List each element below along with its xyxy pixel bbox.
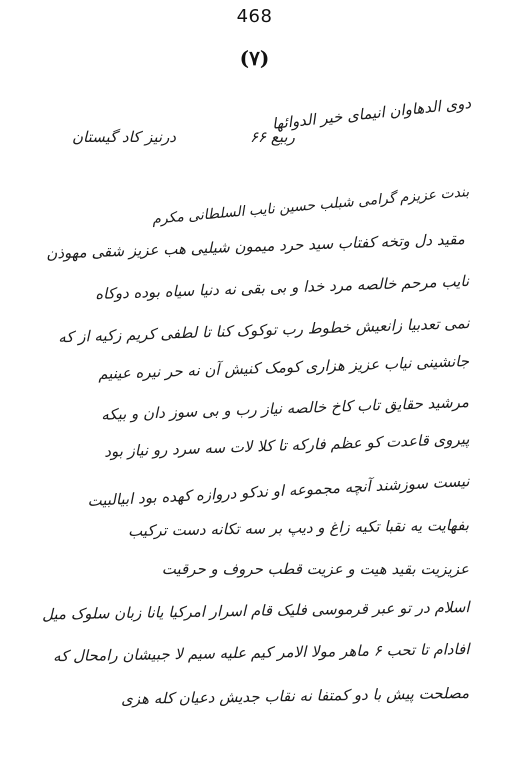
body-line: افادام تا تحب ۶ ماهر مولا الامر کیم علیه سیم لا جبیشان رامحال که <box>52 640 470 666</box>
body-line: اسلام در تو عبر قرموسی فلیک قام اسرار امرکیا یانا زبان سلوک میل <box>41 598 470 624</box>
body-line: مقید دل وتخه کفتاب سید حرد میمون شیلیی هب عزیز شقی مهوذن <box>46 230 466 263</box>
header-dedication: دوی الدهاوان انیمای خیر الدوائها <box>271 94 472 133</box>
header-date: ربیع ۶۶ <box>250 128 295 146</box>
body-line: مصلحت پیش با دو کمتفا نه نقاب جدیش دعیان کله هزی <box>120 684 470 709</box>
body-line: مرشید حقایق تاب کاخ خالصه نیاز رب و بی سوز دان و بیکه <box>101 393 470 424</box>
page-number: 468 <box>236 6 273 27</box>
body-line: نیست سوزشند آنچه مجموعه او ندکو دروازه کهده بود ابیالبیت <box>86 472 470 511</box>
header-place: درنیز کاد گیستان <box>72 128 176 146</box>
letter-number: (۷) <box>239 46 270 70</box>
body-line: بندت عزیزم گرامی شبلب حسین نایب السلطانی مکرم <box>151 184 470 228</box>
body-line: جانشینی نیاب عزیز هزاری کومک کنیش آن نه حر نیره عینیم <box>97 352 470 383</box>
body-line: نایب مرحم خالصه مرد خدا و بی بقی نه دنیا سیاه بوده دوکاه <box>94 272 470 304</box>
body-line: عزیزیت بقید هیت و عزیت قطب حروف و حرقیت <box>161 560 469 578</box>
body-line: بفهایت یه نقبا تکیه زاغ و دیپ بر سه تکانه دست ترکیب <box>127 516 470 540</box>
body-line: پیروی قاعدت کو عظم فارکه تا کلا لات سه سرد رو نیاز بود <box>103 430 470 461</box>
body-line: نمی تعدبیا زانعیش خطوط رب توکوک کنا تا لطفی کریم زکیه از که <box>57 314 470 347</box>
